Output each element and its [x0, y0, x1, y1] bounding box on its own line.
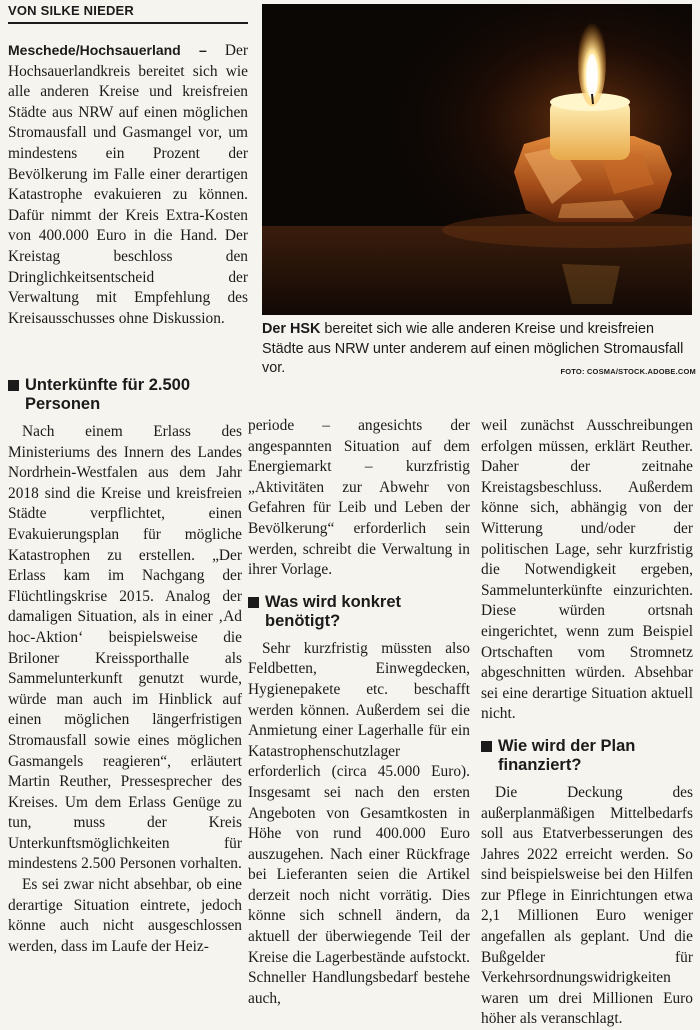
- dateline: Meschede/Hochsauerland –: [8, 42, 207, 58]
- caption-text: bereitet sich wie alle anderen Kreise und kreisfreien Städte aus NRW unter anderem auf einen möglichen Stromausfall vor.: [262, 321, 684, 377]
- intro-column: [8, 40, 248, 329]
- photo-credit: FOTO: COSMA/STOCK.ADOBE.COM: [560, 367, 696, 376]
- heading-square-icon: [481, 741, 492, 752]
- section1-heading: [8, 376, 242, 414]
- section2-paragraph-1: Sehr kurzfristig müssten also Feldbetten, Einwegdecken, Hygienepakete etc. beschafft werden können. Außerdem sei die Anmietung einer Lagerhalle für ein Katastrophenschutzlager erforderlich (circa 45.000 Euro). Insgesamt sei nach den ersten Angeboten von Gesamtkosten in Höhe von rund 400.000 Euro auszugehen. Nach einer Rückfrage bei Lieferanten seien die Artikel derzeit noch nicht vorrätig. Dies könne sich schnell ändern, da aktuell der überwiegende Teil der Kreise die Lagerbestände aufstockt. Schneller Handlungsbedarf bestehe auch,: [248, 639, 470, 1007]
- heading-square-icon: [248, 597, 259, 608]
- candle-photo: [262, 4, 692, 315]
- byline: VON SILKE NIEDER: [8, 2, 248, 24]
- middle-column: [248, 416, 470, 1009]
- section3-heading: [481, 737, 693, 775]
- section1-heading-text: Unterkünfte für 2.500 Personen: [25, 376, 191, 413]
- section1-column: [8, 370, 242, 957]
- section2-heading: [248, 593, 470, 631]
- section3-paragraph-1: Die Deckung des außerplanmäßigen Mittelbedarfs soll aus Etatverbesserungen des Jahres 2022 erreicht werden. So sind beispielsweise bei den Hilfen zur Pflege in Einrichtungen etwa 2,1 Millionen Euro weniger angefallen als geplant. Und die Bußgelder für Verkehrsordnungswidrigkeiten waren um drei Millionen Euro höher als veranschlagt.: [481, 783, 693, 1028]
- heading-square-icon: [8, 380, 19, 391]
- right-column: [481, 416, 693, 1030]
- intro-paragraph: [8, 40, 248, 329]
- section1-paragraph-1: Nach einem Erlass des Ministeriums des Innern des Landes Nordrhein-Westfalen aus dem Jahr 2018 sind die Kreise und kreisfreien Städte verpflichtet, einen Evakuierungsplan für mögliche Katastrophen zu erstellen. „Der Erlass kam im Nachgang der Flüchtlingskrise 2015. Analog der damaligen Situation, als in einer ‚Ad hoc-Aktion‘ beispielsweise die Briloner Kreissporthalle als Sammelunterkunft genutzt wurde, würde man auch im Hinblick auf einen möglichen längerfristigen Stromausfall sowie eines möglichen Gasmangels reagieren“, erläutert Martin Reuther, Pressesprecher des Kreises. Um dem Erlass Genüge zu tun, muss der Kreis Unterkunftsmöglichkeiten für mindestens 2.500 Personen vorhalten.: [8, 423, 242, 873]
- section1-paragraph-2: Es sei zwar nicht absehbar, ob eine derartige Situation eintrete, jedoch könne auch nicht ausgeschlossen werden, dass im Laufe der Heiz-: [8, 876, 242, 955]
- candle-image: [262, 4, 692, 315]
- intro-text: Der Hochsauerlandkreis bereitet sich wie alle anderen Kreise und kreisfreien Städte aus NRW auf einen möglichen Stromausfall und Gasmangel vor, um mindestens ein Prozent der Bevölkerung im Falle einer derartigen Katastrophe evakuieren zu können. Dafür nimmt der Kreis Extra-Kosten von 400.000 Euro in die Hand. Der Kreistag beschloss den Dringlichkeitsentscheid der Verwaltung mit Empfehlung des Kreisausschusses ohne Diskussion.: [8, 42, 249, 327]
- section2-paragraph-1-continued: weil zunächst Ausschreibungen erfolgen müssen, erklärt Reuther. Daher der zeitnahe Kreistagsbeschluss. Außerdem könne sich, abhängig von der Witterung und/oder der politischen Lage, sehr kurzfristig die Notwendigkeit ergeben, Sammelunterkünfte einzurichten. Diese würden ortsnah eingerichtet, wenn zum Beispiel Ortschaften vom Stromnetz abgeschnitten würden. Absehbar sei eine derartige Situation aktuell nicht.: [481, 417, 693, 723]
- section2-heading-text: Was wird konkret benötigt?: [265, 592, 402, 630]
- section3-heading-text: Wie wird der Plan finanziert?: [498, 736, 636, 774]
- section1-paragraph-2-continued: periode – angesichts der angespannten Situation auf dem Energiemarkt – kurzfristig „Aktivitäten zur Abwehr von Gefahren für Leib und Leben der Bevölkerung“ erforderlich sein werden, schreibt die Verwaltung in ihrer Vorlage.: [248, 417, 470, 579]
- caption-lead: Der HSK: [262, 321, 321, 337]
